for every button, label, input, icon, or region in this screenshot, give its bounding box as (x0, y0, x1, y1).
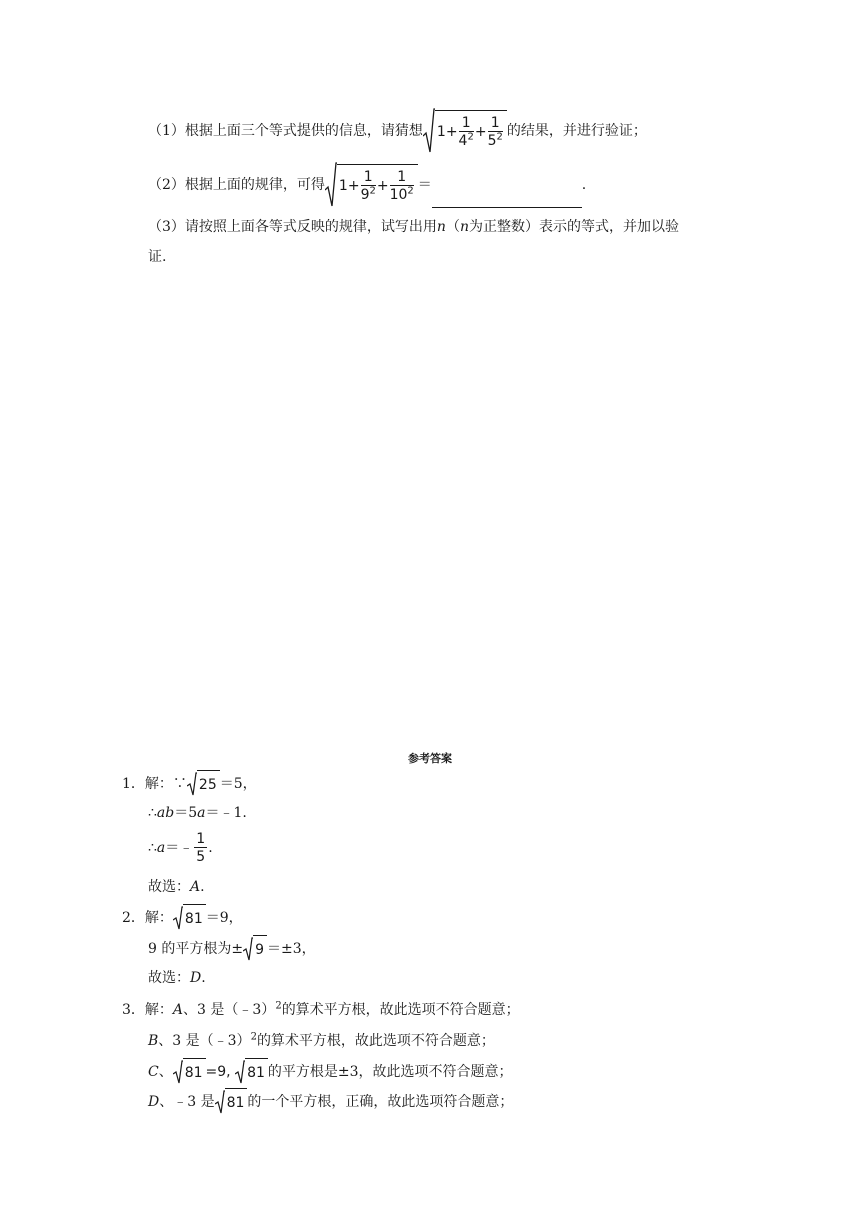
question-3-continued: 证. (148, 249, 167, 265)
question-2-text-pre: （2）根据上面的规律，可得 (148, 177, 325, 193)
radical-sign-icon (187, 772, 197, 796)
question-1-text-pre: （1）根据上面三个等式提供的信息，请猜想 (148, 123, 423, 139)
question-1-text-post: 的结果，并进行验证； (506, 123, 647, 139)
answer-2-line-3: 故选：D. (148, 970, 206, 986)
question-2: （2）根据上面的规律，可得 1+ $\frac{1}{9^2}$ + $\frac{1}{10^2}$ ＝ . (148, 162, 586, 208)
sqrt-expression-1: 1+ $\frac{1}{4^2}$ + $\frac{1}{5^2}$ (423, 108, 507, 154)
answers-title: 参考答案 (408, 752, 452, 765)
radical-sign-icon (173, 906, 183, 930)
radical-sign-icon (235, 1060, 245, 1084)
answer-3-line-3: C、 81 =9, 81 的平方根是±3，故此选项不符合题意； (148, 1058, 513, 1086)
radical-sign-icon (325, 162, 337, 208)
answer-3-line-4: D、﹣3 是 81 的一个平方根，正确，故此选项符合题意； (148, 1088, 513, 1116)
answer-2-line-2: 9 的平方根为± 9 ＝±3， (148, 935, 316, 963)
sqrt-expression-2: 1+ $\frac{1}{9^2}$ + $\frac{1}{10^2}$ (325, 162, 418, 208)
answer-blank (432, 193, 582, 208)
question-3: （3）请按照上面各等式反映的规律，试写出用n（n为正整数）表示的等式，并加以验 (148, 219, 679, 235)
answer-3-line-2: B、3 是（﹣3）$^2$的算术平方根，故此选项不符合题意； (148, 1031, 495, 1049)
answer-1-line-2: ∴ab＝5a＝﹣1. (148, 805, 247, 821)
radical-sign-icon (215, 1090, 225, 1114)
answer-3-line-1: 3．解：A、3 是（﹣3）$^2$的算术平方根，故此选项不符合题意； (122, 1000, 520, 1018)
answer-2-line-1: 2．解： 81 ＝9， (122, 904, 243, 932)
answer-1-line-1: 1．解：∵ 25 ＝5， (122, 770, 257, 798)
answer-1-line-4: 故选：A. (148, 879, 205, 895)
answer-1-line-3: ∴a＝﹣ $\frac{1}{5}$ . (148, 830, 213, 865)
radical-sign-icon (243, 937, 253, 961)
question-1 (148, 108, 647, 154)
radical-sign-icon (173, 1060, 183, 1084)
radical-sign-icon (423, 108, 435, 154)
